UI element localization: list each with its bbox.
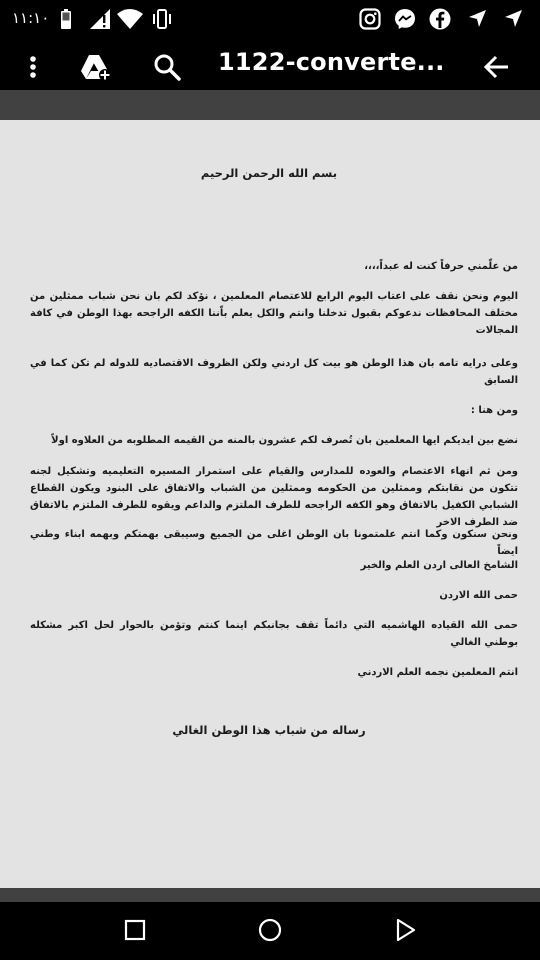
facebook-icon: [428, 7, 452, 31]
status-bar: [0, 0, 540, 38]
document-paragraph: من علّمني حرفاً كنت له عبداً،،،،: [364, 261, 518, 272]
document-paragraph: حمى الله القياده الهاشميه التي دائماً تقف بجانبكم اينما كنتم وتؤمن بالحوار لحل اكبر مشكله بوطني الغالي: [30, 620, 518, 648]
more-vertical-icon[interactable]: [18, 52, 48, 82]
document-paragraph: الشامخ العالى اردن العلم والخير: [360, 560, 518, 571]
document-paragraph: ومن ثم انهاء الاعتصام والعوده للمدارس والقيام على استمرار المسيره التعليميه وتشكيل لجنه تتكون من نقابتكم وممثلين من الحكومه وممثلين من الشباب والاتفاق على البنود ويكون القطاع الشبابي الكفيل بالاتفاق وهو الكفه الراجحه للطرف الملتزم والداعم ويقوه للطرف الملتزم بالاتفاق ضد الطرف الاخر: [30, 466, 518, 528]
document-page: [0, 120, 540, 888]
instagram-icon: [358, 7, 382, 31]
recents-square-icon[interactable]: [117, 912, 153, 948]
messenger-icon: [393, 7, 417, 31]
status-time: ١١:١٠: [12, 9, 50, 27]
vibrate-icon: [150, 7, 174, 31]
document-paragraph: وعلى درايه تامه بان هذا الوطن هو بيت كل اردني ولكن الظروف الاقتصاديه للدوله لم تكن كما في السابق: [30, 358, 518, 386]
document-title: 1122-converte...: [218, 48, 445, 76]
search-icon[interactable]: [152, 52, 182, 82]
document-heading: بسم الله الرحمن الرحيم: [200, 166, 338, 180]
document-paragraph: نضع بين ايديكم ايها المعلمين بان تُصرف لكم عشرون بالمنه من القيمه المطلوبه من العلاوه اولاً: [51, 435, 518, 446]
drive-add-icon[interactable]: [78, 52, 114, 82]
viewer-bottom-strip: [0, 888, 540, 902]
document-paragraph: حمى الله الاردن: [439, 590, 518, 601]
document-paragraph: انتم المعلمين نجمه العلم الاردني: [357, 667, 518, 678]
wifi-icon: [116, 7, 144, 31]
document-paragraph: ومن هنا :: [470, 405, 518, 416]
back-arrow-icon[interactable]: [482, 52, 512, 82]
document-viewer[interactable]: [0, 120, 540, 888]
notification-arrow-icon: [502, 7, 526, 31]
document-paragraph: ونحن سنكون وكما انتم علمتمونا بان الوطن اغلى من الجميع وسيبقى بهمتكم وبهمه ابناء وطني ايضاً: [30, 529, 518, 557]
battery-icon: [54, 7, 78, 31]
document-closing: رساله من شباب هذا الوطن الغالي: [172, 723, 366, 737]
document-paragraph: اليوم ونحن نقف على اعتاب اليوم الرابع للاعتصام المعلمين ، نؤكد لكم بان نحن شباب ممثلين من مختلف المحافظات ندعوكم بقبول تدخلنا وانتم والكل يعلم باّننا الكفه الراجحه بهذا الوطن في كافة المجالات: [30, 291, 518, 336]
home-circle-icon[interactable]: [252, 912, 288, 948]
notification-arrow-icon: [466, 7, 490, 31]
toolbar-divider-strip: [0, 90, 540, 120]
navigation-bar: [0, 902, 540, 960]
back-triangle-icon[interactable]: [387, 912, 423, 948]
no-signal-icon: [88, 7, 112, 31]
